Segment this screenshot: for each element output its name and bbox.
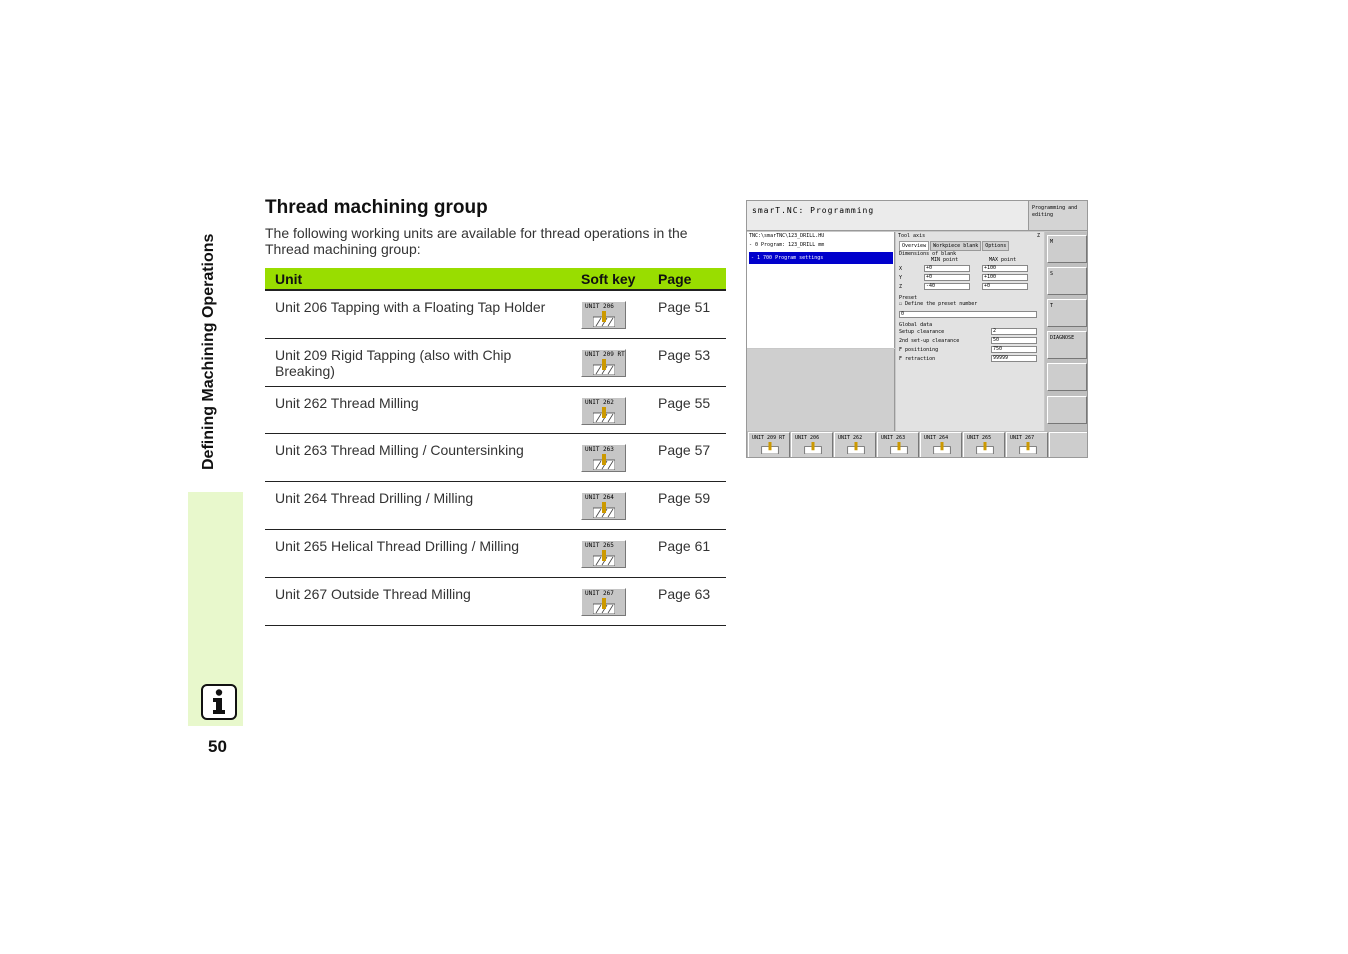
tab-options[interactable]: Options — [982, 241, 1009, 251]
global-field[interactable]: 750 — [991, 346, 1037, 353]
page-ref[interactable]: Page 63 — [658, 585, 711, 602]
softkey-label: UNIT 267 — [585, 589, 614, 597]
softkey-label: UNIT 209 RT — [585, 350, 625, 358]
bottom-softkey[interactable] — [877, 432, 919, 458]
unit-name: Unit 262 Thread Milling — [275, 394, 419, 411]
tree-item-program[interactable]: - 0 Program: 123_DRILL mm — [749, 242, 825, 248]
blank-min-field[interactable]: +0 — [924, 274, 970, 281]
blank-axis: Y — [899, 275, 903, 281]
side-softkey-label: S — [1050, 271, 1054, 277]
bottom-softkey[interactable] — [791, 432, 833, 458]
blank-label: Dimensions of blank — [899, 251, 957, 257]
tab-overview[interactable]: Overview — [899, 241, 929, 251]
bottom-softkey-label: UNIT 263 — [881, 435, 906, 441]
side-softkey[interactable] — [1047, 331, 1087, 359]
unit-softkey[interactable] — [581, 301, 626, 329]
tab-workpiece-blank[interactable]: Workpiece blank — [930, 241, 981, 251]
softkey-label: UNIT 263 — [585, 446, 614, 454]
bottom-softkey-label: UNIT 265 — [967, 435, 992, 441]
table-row — [265, 482, 726, 530]
page-number: 50 — [208, 737, 227, 756]
empty-softkey[interactable] — [1047, 363, 1087, 391]
section-heading: Thread machining group — [265, 197, 488, 218]
softkey-label: UNIT 264 — [585, 494, 614, 502]
bottom-softkey[interactable] — [748, 432, 790, 458]
side-softkey[interactable] — [1047, 267, 1087, 295]
unit-name: Unit 263 Thread Milling / Countersinking — [275, 442, 524, 459]
global-field-label: 2nd set-up clearance — [899, 338, 960, 344]
global-label: Global data — [899, 322, 933, 328]
global-field[interactable]: 2 — [991, 328, 1037, 335]
header-page: Page — [658, 271, 692, 287]
bottom-softkey-label: UNIT 262 — [838, 435, 863, 441]
program-tree — [747, 232, 895, 348]
settings-form — [896, 232, 1044, 431]
unit-softkey[interactable] — [581, 492, 626, 520]
vertical-softkeys — [1045, 232, 1088, 431]
page-ref[interactable]: Page 61 — [658, 537, 711, 554]
header-softkey: Soft key — [581, 271, 636, 287]
table-row — [265, 291, 726, 339]
page-ref[interactable]: Page 57 — [658, 442, 711, 459]
page-ref[interactable]: Page 59 — [658, 490, 711, 507]
softkey-label: UNIT 262 — [585, 398, 614, 406]
min-label: MIN point — [931, 257, 959, 263]
mode-label: Programming and editing — [1032, 205, 1078, 218]
table-row — [265, 387, 726, 435]
more-softkey[interactable] — [1049, 432, 1088, 458]
bottom-softkey-label: UNIT 264 — [924, 435, 949, 441]
blank-min-field[interactable]: +0 — [924, 265, 970, 272]
blank-max-field[interactable]: +0 — [982, 283, 1028, 290]
screen-mode — [1028, 201, 1088, 231]
global-field-label: F retraction — [899, 356, 936, 362]
max-label: MAX point — [989, 257, 1017, 263]
blank-axis: Z — [899, 284, 903, 290]
unit-name: Unit 264 Thread Drilling / Milling — [275, 490, 474, 507]
preset-field[interactable]: 0 — [899, 311, 1037, 318]
chapter-title: Defining Machining Operations — [200, 233, 217, 470]
bottom-softkey-label: UNIT 267 — [1010, 435, 1035, 441]
side-softkey[interactable] — [1047, 299, 1087, 327]
side-softkey-label: DIAGNOSE — [1050, 335, 1075, 341]
bottom-softkey[interactable] — [963, 432, 1005, 458]
bottom-softkey[interactable] — [834, 432, 876, 458]
table-row — [265, 530, 726, 578]
unit-softkey[interactable] — [581, 397, 626, 425]
side-softkey-label: M — [1050, 239, 1054, 245]
unit-name: Unit 267 Outside Thread Milling — [275, 585, 471, 602]
unit-softkey[interactable] — [581, 540, 626, 568]
form-tabs — [899, 241, 1010, 251]
table-row — [265, 434, 726, 482]
page-ref[interactable]: Page 53 — [658, 346, 711, 363]
screen-title-bar — [747, 201, 1028, 231]
unit-softkey[interactable] — [581, 588, 626, 616]
blank-max-field[interactable]: +100 — [982, 265, 1028, 272]
preset-option[interactable]: ☐ Define the preset number — [899, 301, 978, 307]
info-icon — [201, 684, 237, 720]
softkey-label: UNIT 265 — [585, 541, 614, 549]
file-path: TNC:\smarTNC\123_DRILL.HU — [749, 233, 825, 239]
unit-softkey[interactable] — [581, 349, 626, 377]
bottom-softkey[interactable] — [920, 432, 962, 458]
page-ref[interactable]: Page 51 — [658, 299, 711, 315]
unit-name: Unit 206 Tapping with a Floating Tap Holder — [275, 299, 546, 315]
units-table — [265, 268, 726, 626]
global-field-label: F positioning — [899, 347, 939, 353]
side-softkey[interactable] — [1047, 235, 1087, 263]
blank-max-field[interactable]: +100 — [982, 274, 1028, 281]
preset-option-label: Define the preset number — [905, 301, 978, 307]
tool-axis — [898, 233, 1040, 239]
page-ref[interactable]: Page 55 — [658, 394, 711, 411]
unit-name: Unit 265 Helical Thread Drilling / Milling — [275, 537, 520, 554]
blank-min-field[interactable]: -40 — [924, 283, 970, 290]
bottom-softkey[interactable] — [1006, 432, 1048, 458]
tool-axis-value: Z — [1036, 233, 1040, 239]
bottom-softkeys — [747, 431, 1088, 458]
table-header — [265, 268, 726, 291]
unit-softkey[interactable] — [581, 444, 626, 472]
tree-item-settings[interactable]: - 1 700 Program settings — [749, 252, 893, 264]
tree-lower-pane — [747, 349, 895, 431]
preset-label: Preset — [899, 295, 918, 301]
screen-title: smarT.NC: Programming — [752, 206, 875, 215]
table-row — [265, 578, 726, 626]
global-field[interactable]: 50 — [991, 337, 1037, 344]
section-intro: The following working units are available for thread operations in the Thread machining group: — [265, 225, 688, 257]
global-field[interactable]: 99999 — [991, 355, 1037, 362]
global-field-label: Setup clearance — [899, 329, 945, 335]
softkey-label: UNIT 206 — [585, 303, 614, 310]
table-row — [265, 339, 726, 387]
unit-name: Unit 209 Rigid Tapping (also with Chip Breaking) — [275, 346, 512, 379]
empty-softkey[interactable] — [1047, 396, 1087, 424]
side-softkey-label: T — [1050, 303, 1054, 309]
tool-axis-label: Tool axis — [898, 233, 926, 239]
bottom-softkey-label: UNIT 209 RT — [752, 435, 786, 441]
smartnc-screenshot — [746, 200, 1088, 458]
header-unit: Unit — [275, 271, 303, 287]
bottom-softkey-label: UNIT 206 — [795, 435, 820, 441]
blank-axis: X — [899, 266, 903, 272]
